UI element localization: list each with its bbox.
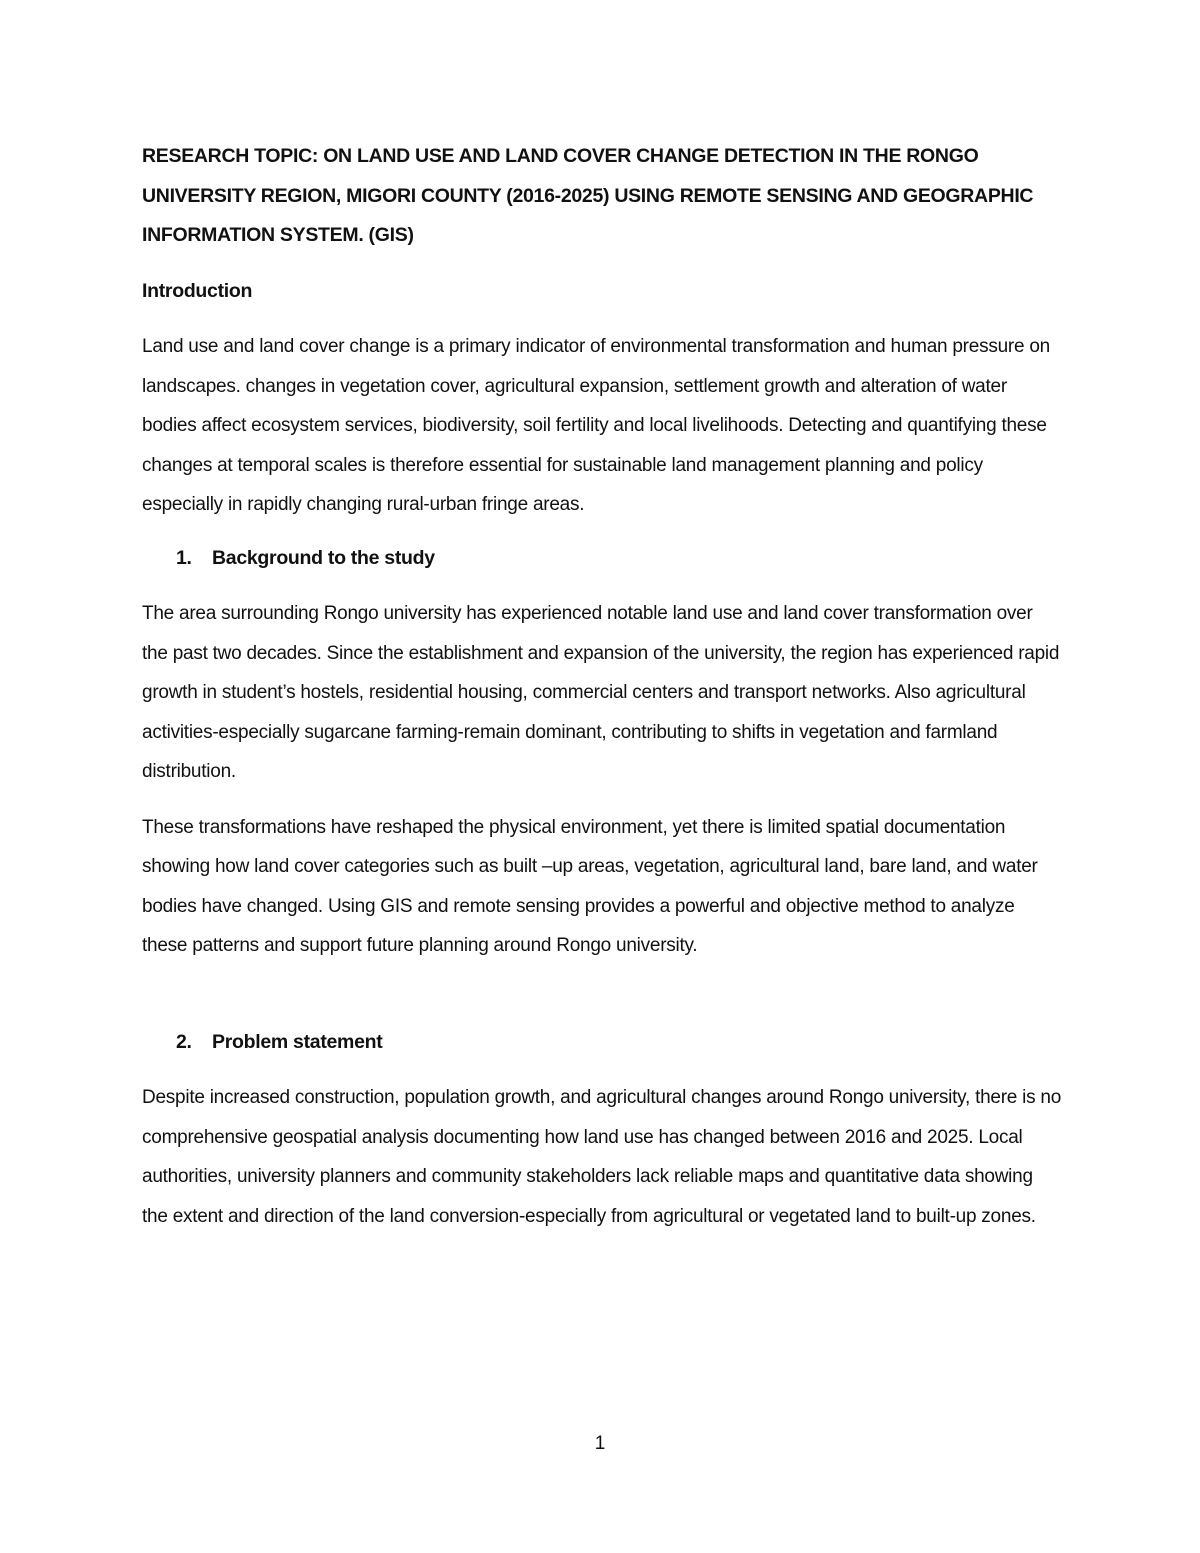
background-paragraph-1: The area surrounding Rongo university has experienced notable land use and land cover transformation over the past two decades. Since the establishment and expansion of the university, the region has experienced rapid growth in student’s hostels, residential housing, commercial centers and transport networks. Also agricultural activities-especially sugarcane farming-remain dominant, contributing to shifts in vegetation and farmland distribution. bbox=[142, 603, 1060, 782]
problem-statement-heading bbox=[176, 1023, 1062, 1063]
section-heading-text: Problem statement bbox=[212, 1030, 383, 1053]
problem-statement-paragraph: Despite increased construction, population growth, and agricultural changes around Rongo university, there is no comprehensive geospatial analysis documenting how land use has changed between 2016 and 2025. Local authorities, university planners and community stakeholders lack reliable maps and quantitative data showing the extent and direction of the land conversion-especially from agricultural or vegetated land to built-up zones. bbox=[142, 1087, 1062, 1227]
page-number: 1 bbox=[594, 1433, 606, 1454]
document-body bbox=[142, 137, 1062, 1236]
introduction-heading: Introduction bbox=[142, 279, 253, 302]
section-number: 1. bbox=[176, 546, 192, 569]
introduction-paragraph: Land use and land cover change is a primary indicator of environmental transformation and human pressure on landscapes. changes in vegetation cover, agricultural expansion, settlement growth and alteration of water bodies affect ecosystem services, biodiversity, soil fertility and local livelihoods. Detecting and quantifying these changes at temporal scales is therefore essential for sustainable land management planning and policy especially in rapidly changing rural-urban fringe areas. bbox=[142, 336, 1050, 515]
background-heading bbox=[176, 539, 1062, 579]
section-heading-text: Background to the study bbox=[212, 546, 435, 569]
research-title: RESEARCH TOPIC: ON LAND USE AND LAND COVER CHANGE DETECTION IN THE RONGO UNIVERSITY REGION, MIGORI COUNTY (2016-2025) USING REMOTE SENSING AND GEOGRAPHIC INFORMATION SYSTEM. (GIS) bbox=[142, 145, 1034, 246]
section-number: 2. bbox=[176, 1030, 192, 1053]
background-paragraph-2: These transformations have reshaped the physical environment, yet there is limited spatial documentation showing how land cover categories such as built –up areas, vegetation, agricultural land, bare land, and water bodies have changed. Using GIS and remote sensing provides a powerful and objective method to analyze these patterns and support future planning around Rongo university. bbox=[142, 816, 1038, 956]
